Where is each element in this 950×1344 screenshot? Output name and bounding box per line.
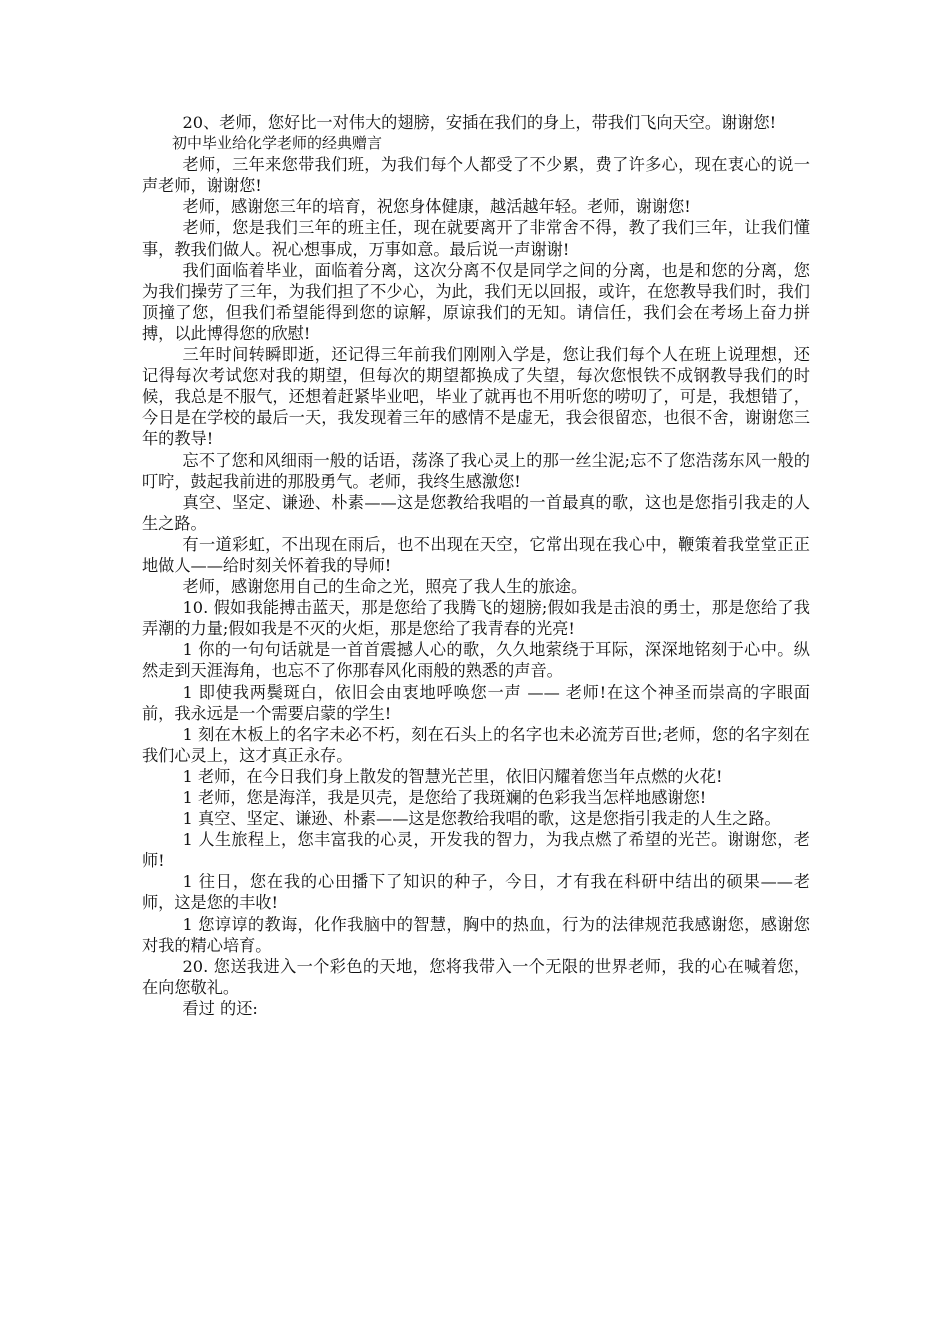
paragraph: 1 即使我两鬓斑白，依旧会由衷地呼唤您一声 —— 老师!在这个神圣而崇高的字眼面前，我永远是一个需要启蒙的学生! [142, 682, 810, 723]
paragraph: 老师，感谢您三年的培育，祝您身体健康，越活越年轻。老师，谢谢您! [182, 197, 691, 217]
document-body [142, 112, 810, 1019]
paragraph: 1 往日，您在我的心田播下了知识的种子，今日，才有我在科研中结出的硕果——老师，这是您的丰收! [142, 872, 810, 913]
paragraph: 1 您谆谆的教诲，化作我脑中的智慧，胸中的热血，行为的法律规范我感谢您，感谢您对我的精心培育。 [142, 914, 810, 955]
paragraph: 有一道彩虹，不出现在雨后，也不出现在天空，它常出现在我心中，鞭策着我堂堂正正地做人——给时刻关怀着我的导师! [142, 534, 810, 575]
paragraph: 1 真空、坚定、谦逊、朴素——这是您教给我唱的歌，这是您指引我走的人生之路。 [182, 809, 781, 829]
section-heading: 初中毕业给化学老师的经典赠言 [172, 134, 383, 153]
paragraph: 1 刻在木板上的名字未必不朽，刻在石头上的名字也未必流芳百世;老师，您的名字刻在我们心灵上，这才真正永存。 [142, 724, 810, 765]
paragraph: 20. 您送我进入一个彩色的天地，您将我带入一个无限的世界老师，我的心在喊着您，在向您敬礼。 [142, 956, 810, 997]
paragraph: 20、老师，您好比一对伟大的翅膀，安插在我们的身上，带我们飞向天空。谢谢您! [182, 113, 777, 132]
paragraph: 老师，感谢您用自己的生命之光，照亮了我人生的旅途。 [182, 577, 588, 597]
paragraph: 我们面临着毕业，面临着分离，这次分离不仅是同学之间的分离，也是和您的分离，您为我们操劳了三年，为我们担了不少心，为此，我们无以回报，或许，在您教导我们时，我们顶撞了您，但我们希望能得到您的谅解，原谅我们的无知。请信任，我们会在考场上奋力拼搏，以此博得您的欣慰! [142, 260, 810, 343]
paragraph: 1 老师，您是海洋，我是贝壳，是您给了我斑斓的色彩我当怎样地感谢您! [182, 788, 707, 807]
paragraph: 1 人生旅程上，您丰富我的心灵，开发我的智力，为我点燃了希望的光芒。谢谢您，老师! [142, 830, 810, 871]
paragraph: 老师，三年来您带我们班，为我们每个人都受了不少累，费了许多心，现在衷心的说一声老师，谢谢您! [142, 155, 810, 196]
paragraph: 1 老师，在今日我们身上散发的智慧光芒里，依旧闪耀着您当年点燃的火花! [182, 766, 723, 786]
paragraph: 真空、坚定、谦逊、朴素——这是您教给我唱的一首最真的歌，这也是您指引我走的人生之路。 [142, 492, 810, 533]
paragraph: 三年时间转瞬即逝，还记得三年前我们刚刚入学是，您让我们每个人在班上说理想，还记得每次考试您对我的期望，但每次的期望都换成了失望，每次您恨铁不成钢教导我们的时候，我总是不服气，还想着赶紧毕业吧，毕业了就再也不用听您的唠叨了，可是，我想错了，今日是在学校的最后一天，我发现着三年的感情不是虚无，我会很留恋，也很不舍，谢谢您三年的教导! [142, 345, 810, 449]
paragraph: 1 你的一句句话就是一首首震撼人心的歌，久久地萦绕于耳际，深深地铭刻于心中。纵然走到天涯海角，也忘不了你那春风化雨般的熟悉的声音。 [142, 640, 810, 681]
paragraph: 老师，您是我们三年的班主任，现在就要离开了非常舍不得，教了我们三年，让我们懂事，教我们做人。祝心想事成，万事如意。最后说一声谢谢! [142, 218, 810, 259]
closing-line: 看过 的还: [182, 998, 258, 1018]
paragraph: 10. 假如我能搏击蓝天，那是您给了我腾飞的翅膀;假如我是击浪的勇士，那是您给了我弄潮的力量;假如我是不灭的火炬，那是您给了我青春的光亮! [142, 598, 810, 639]
paragraph: 忘不了您和风细雨一般的话语，荡涤了我心灵上的那一丝尘泥;忘不了您浩荡东风一般的叮咛，鼓起我前进的那股勇气。老师，我终生感激您! [142, 450, 810, 491]
